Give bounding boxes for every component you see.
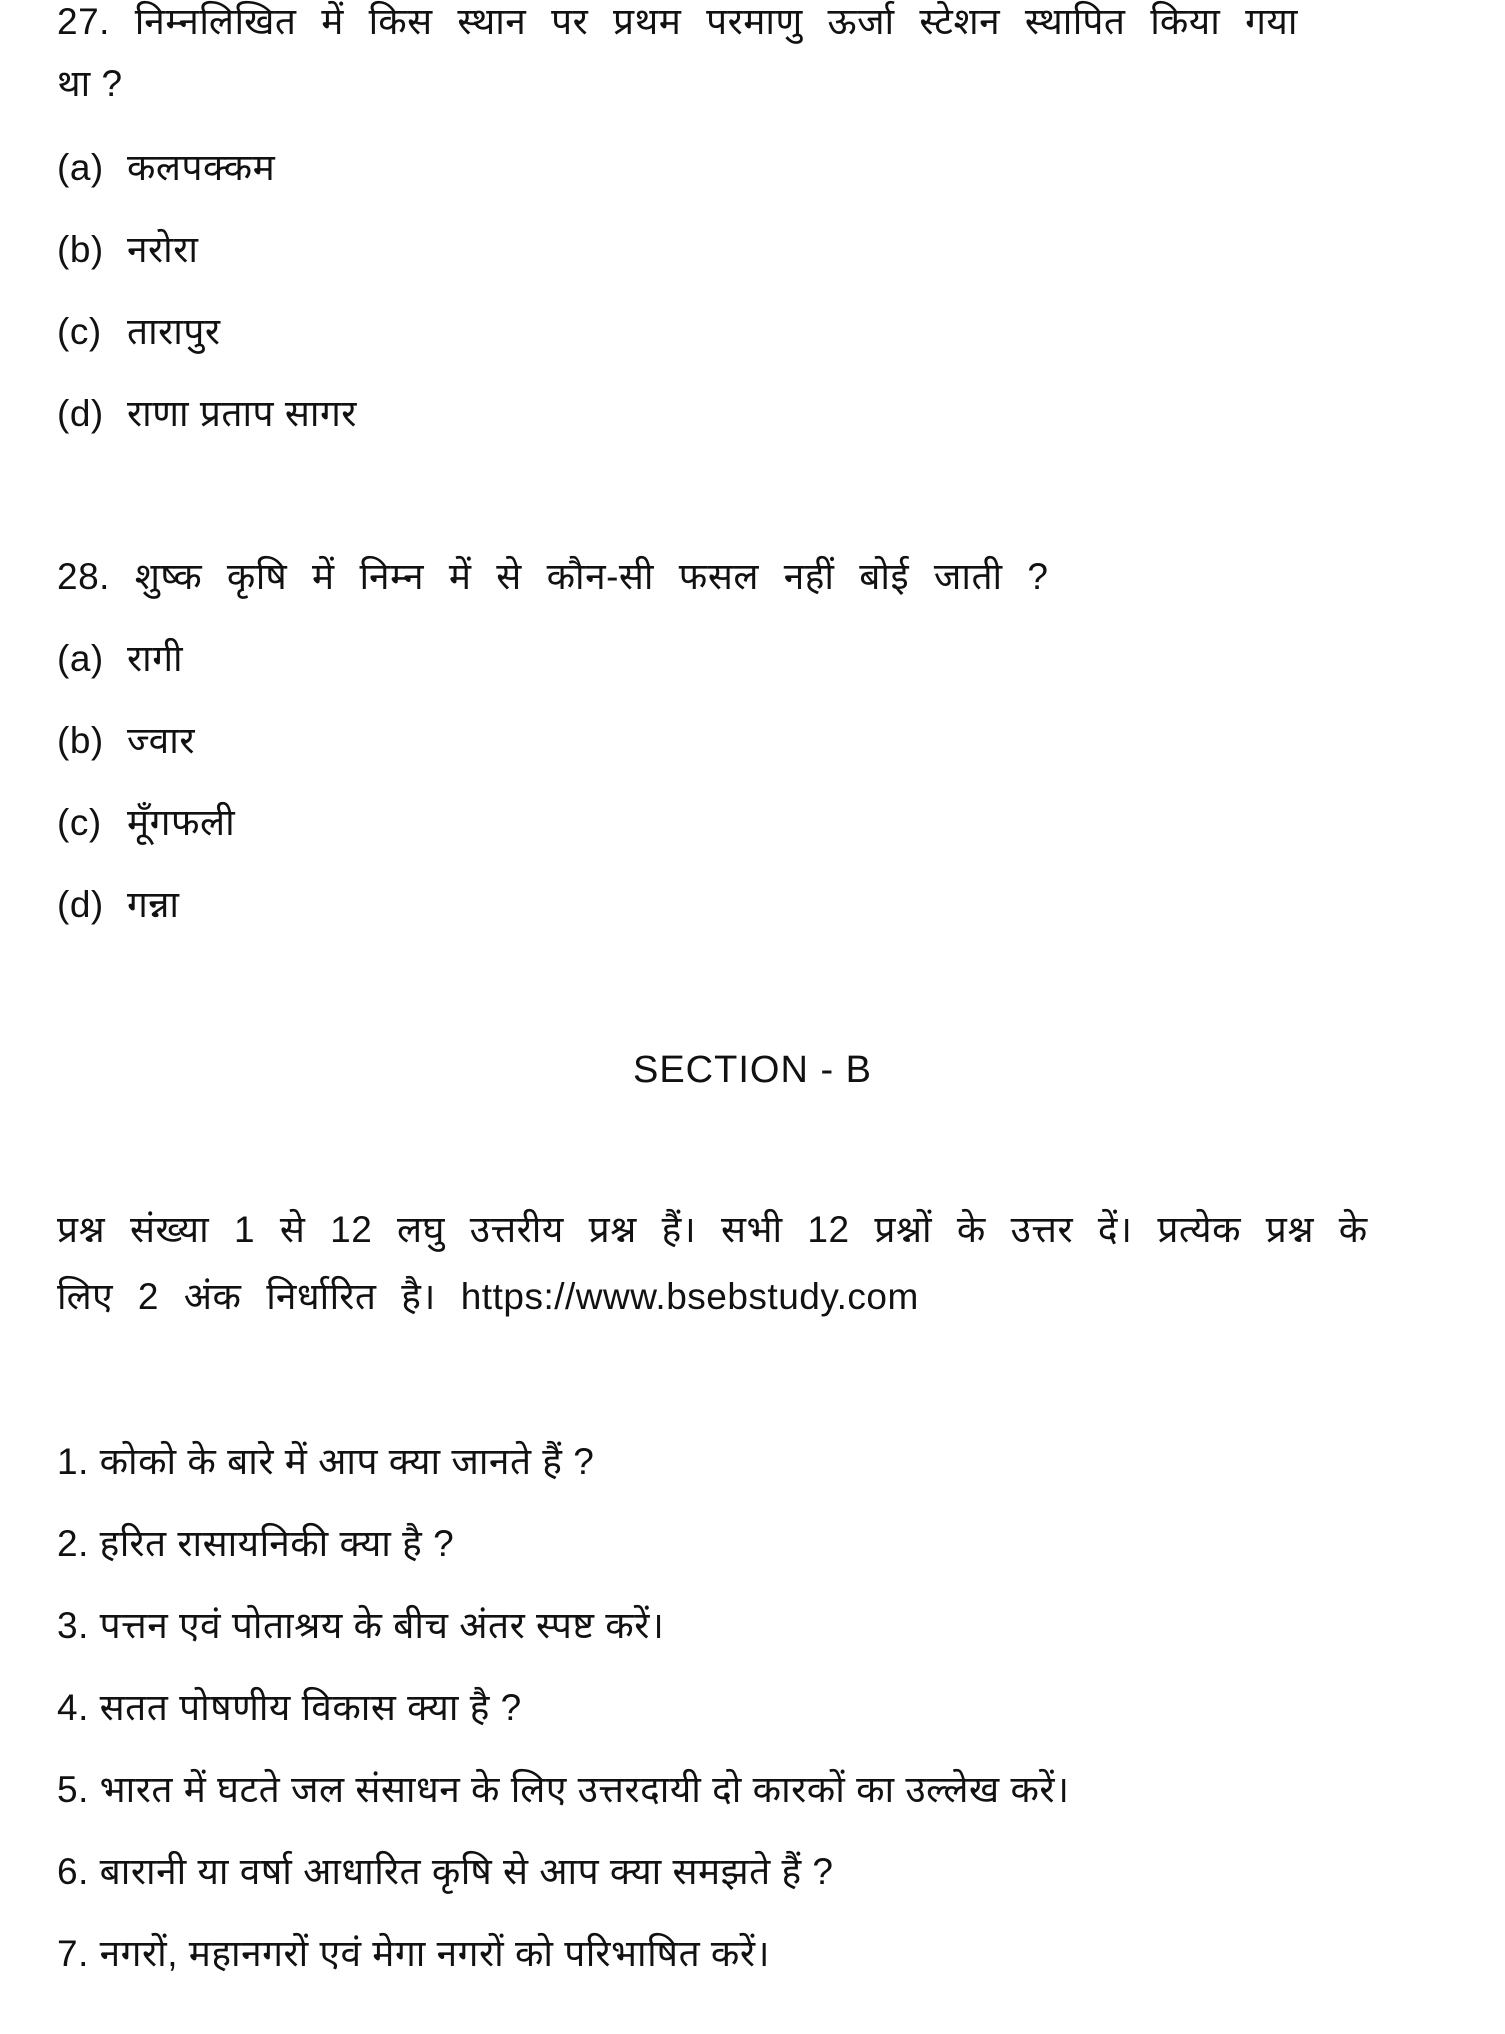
question-number: 5. xyxy=(57,1769,89,1810)
short-question-2 xyxy=(57,1522,454,1566)
instructions-text: लिए 2 अंक निर्धारित है। xyxy=(57,1276,436,1317)
option-label: (a) xyxy=(57,147,104,188)
option-label: (b) xyxy=(57,229,104,270)
short-question-7 xyxy=(57,1932,770,1976)
q27-option-d xyxy=(57,392,357,436)
short-question-6 xyxy=(57,1850,834,1894)
question-28 xyxy=(57,555,1048,599)
question-number: 6. xyxy=(57,1851,89,1892)
question-text: हरित रासायनिकी क्या है ? xyxy=(99,1523,455,1564)
option-label: (d) xyxy=(57,884,104,925)
instructions-line1: प्रश्न संख्या 1 से 12 लघु उत्तरीय प्रश्न हैं। सभी 12 प्रश्नों के उत्तर दें। प्रत्येक प्रश्न के xyxy=(57,1209,1368,1250)
question-text: नगरों, महानगरों एवं मेगा नगरों को परिभाषित करें। xyxy=(99,1933,771,1974)
option-label: (b) xyxy=(57,720,104,761)
website-link[interactable]: https://www.bsebstudy.com xyxy=(460,1276,919,1317)
question-text: शुष्क कृषि में निम्न में से कौन-सी फसल नहीं बोई जाती ? xyxy=(134,556,1049,597)
question-text: पत्तन एवं पोताश्रय के बीच अंतर स्पष्ट करें। xyxy=(99,1605,665,1646)
option-label: (c) xyxy=(57,802,102,843)
section-title: SECTION - B xyxy=(632,1049,873,1091)
q28-option-a xyxy=(57,637,183,681)
question-number: 1. xyxy=(57,1441,89,1482)
question-number: 4. xyxy=(57,1687,89,1728)
q27-option-a xyxy=(57,146,275,190)
q28-option-c xyxy=(57,801,235,845)
instructions-line2 xyxy=(57,1275,919,1319)
short-question-4 xyxy=(57,1686,522,1730)
option-label: (d) xyxy=(57,393,104,434)
q28-option-b xyxy=(57,719,195,763)
option-label: (c) xyxy=(57,311,102,352)
question-27-line1 xyxy=(57,0,1298,44)
short-question-3 xyxy=(57,1604,664,1648)
question-text: सतत पोषणीय विकास क्या है ? xyxy=(99,1687,522,1728)
q27-option-b xyxy=(57,228,198,272)
option-text: तारापुर xyxy=(127,311,221,352)
question-number: 27. xyxy=(57,1,110,42)
question-27-line2: था ? xyxy=(57,63,123,104)
q28-option-d xyxy=(57,883,180,927)
option-text: गन्ना xyxy=(127,884,180,925)
short-question-5 xyxy=(57,1768,1070,1812)
short-question-1 xyxy=(57,1440,594,1484)
option-text: ज्वार xyxy=(127,720,195,761)
question-number: 28. xyxy=(57,556,110,597)
question-text: भारत में घटते जल संसाधन के लिए उत्तरदायी दो कारकों का उल्लेख करें। xyxy=(99,1769,1070,1810)
option-text: रागी xyxy=(127,638,184,679)
option-text: मूँगफली xyxy=(127,802,236,843)
option-text: राणा प्रताप सागर xyxy=(127,393,357,434)
question-number: 2. xyxy=(57,1523,89,1564)
q27-option-c xyxy=(57,310,221,354)
question-number: 7. xyxy=(57,1933,89,1974)
question-text: कोको के बारे में आप क्या जानते हैं ? xyxy=(99,1441,595,1482)
question-text: निम्नलिखित में किस स्थान पर प्रथम परमाणु ऊर्जा स्टेशन स्थापित किया गया xyxy=(134,1,1298,42)
question-text: बारानी या वर्षा आधारित कृषि से आप क्या समझते हैं ? xyxy=(99,1851,834,1892)
option-text: कलपक्कम xyxy=(127,147,276,188)
option-label: (a) xyxy=(57,638,104,679)
question-number: 3. xyxy=(57,1605,89,1646)
option-text: नरोरा xyxy=(127,229,199,270)
